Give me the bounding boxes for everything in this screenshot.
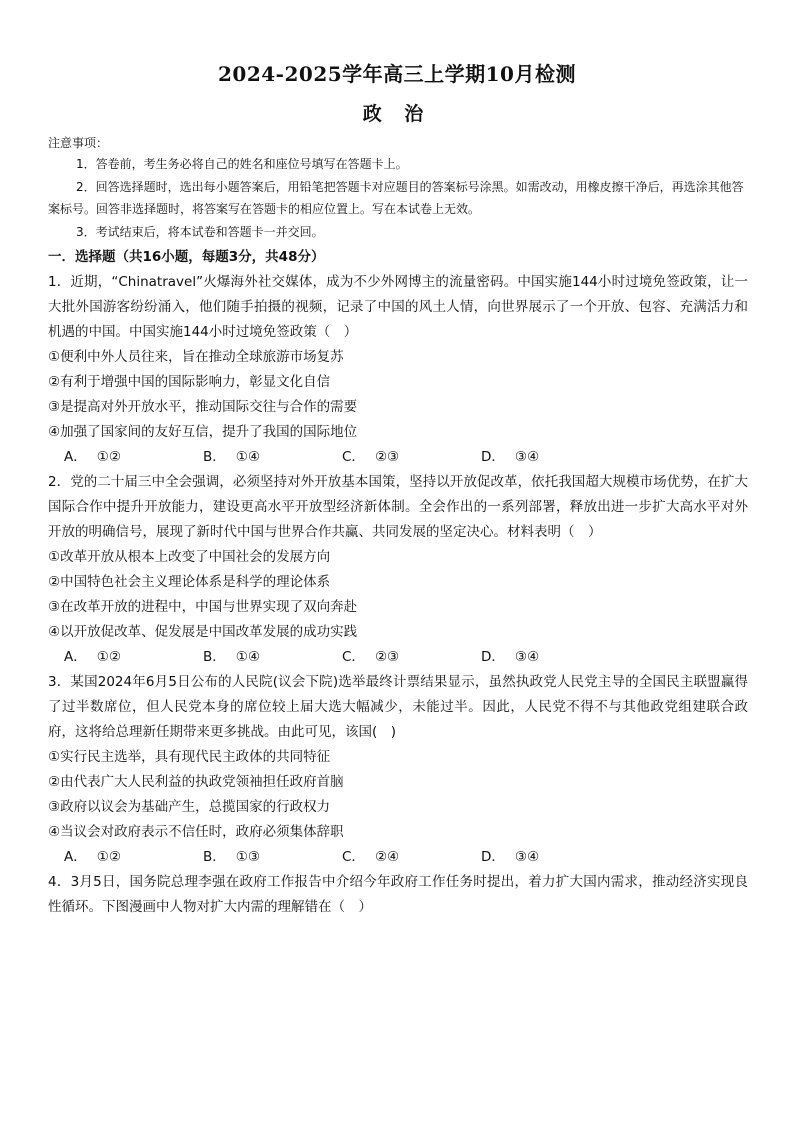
answer-choices xyxy=(48,845,748,870)
choice-label: D． xyxy=(481,449,505,465)
choice-label: A． xyxy=(64,449,87,465)
choice-label: B． xyxy=(203,849,226,865)
exam-content xyxy=(48,133,748,920)
option-statement: ④以开放促改革、促发展是中国改革发展的成功实践 xyxy=(48,624,358,640)
answer-choice-d xyxy=(481,845,620,870)
choice-label: B． xyxy=(203,649,226,665)
answer-choice-d xyxy=(481,445,620,470)
choice-label: C． xyxy=(342,449,365,465)
choice-label: D． xyxy=(481,849,505,865)
answer-choice-a xyxy=(64,445,203,470)
choice-value: ③④ xyxy=(514,449,540,465)
answer-choice-b xyxy=(203,645,342,670)
choice-label: B． xyxy=(203,449,226,465)
answer-choices xyxy=(48,445,748,470)
notes-heading: 注意事项： xyxy=(48,136,109,150)
answer-choice-c xyxy=(342,645,481,670)
question-3 xyxy=(48,670,748,870)
question-stem: 4．3月5日，国务院总理李强在政府工作报告中介绍今年政府工作任务时提出，着力扩大国内需求，推动经济实现良性循环。下图漫画中人物对扩大内需的理解错在（ ） xyxy=(48,874,748,915)
answer-choice-a xyxy=(64,645,203,670)
option-statement: ①便利中外人员往来，旨在推动全球旅游市场复苏 xyxy=(48,349,344,365)
choice-label: A． xyxy=(64,849,87,865)
option-statement: ③在改革开放的进程中，中国与世界实现了双向奔赴 xyxy=(48,599,358,615)
option-statement: ④加强了国家间的友好互信，提升了我国的国际地位 xyxy=(48,424,358,440)
option-statement: ②中国特色社会主义理论体系是科学的理论体系 xyxy=(48,574,331,590)
note-item: 1．答卷前，考生务必将自己的姓名和座位号填写在答题卡上。 xyxy=(76,157,408,171)
option-statement: ②有利于增强中国的国际影响力，彰显文化自信 xyxy=(48,374,331,390)
choice-value: ①② xyxy=(96,449,121,465)
question-stem: 1．近期，“Chinatravel”火爆海外社交媒体，成为不少外网博主的流量密码。中国实施144小时过境免签政策，让一大批外国游客纷纷涌入，他们随手拍摄的视频，记录了中国的风土人情，向世界展示了一个开放、包容、充满活力和机遇的中国。中国实施144小时过境免签政策（ ） xyxy=(48,274,748,340)
answer-choice-b xyxy=(203,445,342,470)
answer-choice-c xyxy=(342,445,481,470)
answer-choice-d xyxy=(481,645,620,670)
exam-subject: 政 治 xyxy=(362,103,432,125)
choice-label: A． xyxy=(64,649,87,665)
question-4 xyxy=(48,870,748,920)
note-item: 3．考试结束后，将本试卷和答题卡一并交回。 xyxy=(76,224,324,239)
section-heading: 一．选择题（共16小题，每题3分，共48分） xyxy=(48,249,325,265)
choice-value: ②③ xyxy=(374,449,400,465)
choice-value: ①② xyxy=(96,649,121,665)
answer-choices xyxy=(48,645,748,670)
question-stem: 3．某国2024年6月5日公布的人民院(议会下院)选举最终计票结果显示，虽然执政党人民党主导的全国民主联盟赢得了过半数席位，但人民党本身的席位较上届大选大幅减少，未能过半。因此，人民党不得不与其他政党组建联合政府，这将给总理新任期带来更多挑战。由此可见，该国( ) xyxy=(48,674,748,740)
option-statement: ③是提高对外开放水平，推动国际交往与合作的需要 xyxy=(48,399,358,415)
answer-choice-c xyxy=(342,845,481,870)
exam-title: 2024-2025学年高三上学期10月检测 xyxy=(218,62,576,86)
choice-value: ①③ xyxy=(235,849,260,865)
choice-value: ①④ xyxy=(235,649,260,665)
question-stem: 2．党的二十届三中全会强调，必须坚持对外开放基本国策，坚持以开放促改革，依托我国超大规模市场优势，在扩大国际合作中提升开放能力，建设更高水平开放型经济新体制。全会作出的一系列部署，释放出进一步扩大高水平对外开放的明确信号，展现了新时代中国与世界合作共赢、共同发展的坚定决心。材料表明（ ） xyxy=(48,474,748,540)
choice-value: ③④ xyxy=(514,649,540,665)
answer-choice-b xyxy=(203,845,342,870)
option-statement: ②由代表广大人民利益的执政党领袖担任政府首脑 xyxy=(48,774,344,790)
question-2 xyxy=(48,470,748,670)
choice-value: ②③ xyxy=(374,649,400,665)
option-statement: ④当议会对政府表示不信任时，政府必须集体辞职 xyxy=(48,824,344,840)
answer-choice-a xyxy=(64,845,203,870)
option-statement: ①实行民主选举，具有现代民主政体的共同特征 xyxy=(48,749,331,765)
option-statement: ①改革开放从根本上改变了中国社会的发展方向 xyxy=(48,549,331,565)
choice-label: D． xyxy=(481,649,505,665)
note-item: 2．回答选择题时，选出每小题答案后，用铅笔把答题卡对应题目的答案标号涂黑。如需改动，用橡皮擦干净后，再选涂其他答案标号。回答非选择题时，将答案写在答题卡的相应位置上。写在本试卷上无效。 xyxy=(48,179,744,216)
choice-value: ①② xyxy=(96,849,121,865)
option-statement: ③政府以议会为基础产生，总揽国家的行政权力 xyxy=(48,799,331,815)
question-1 xyxy=(48,270,748,470)
choice-value: ③④ xyxy=(514,849,540,865)
choice-label: C． xyxy=(342,849,365,865)
choice-label: C． xyxy=(342,649,365,665)
choice-value: ②④ xyxy=(374,849,400,865)
choice-value: ①④ xyxy=(235,449,260,465)
